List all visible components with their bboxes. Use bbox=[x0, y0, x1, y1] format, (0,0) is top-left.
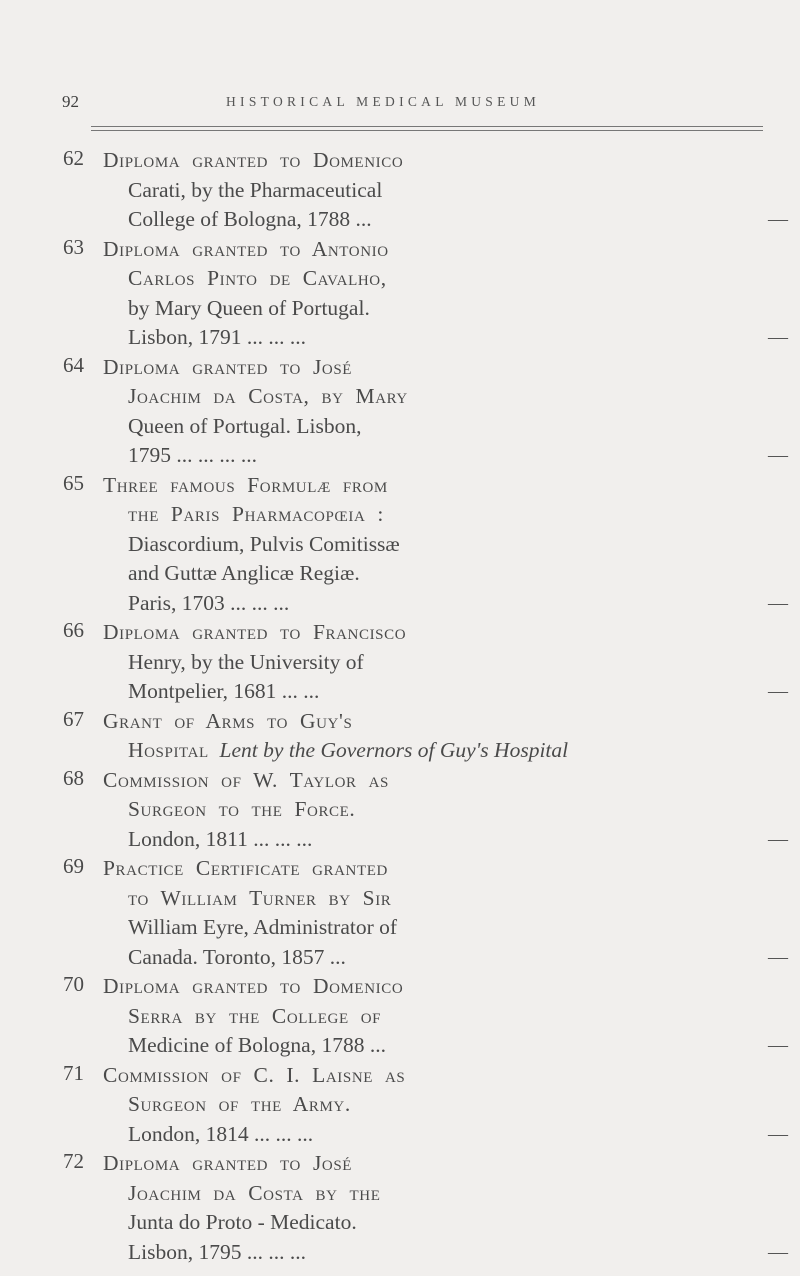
running-title: HISTORICAL MEDICAL MUSEUM bbox=[226, 94, 541, 109]
catalogue-entry bbox=[0, 1061, 800, 1150]
entry-dash: — bbox=[768, 945, 788, 968]
entry-dash: — bbox=[768, 1240, 788, 1263]
entry-dash: — bbox=[768, 680, 788, 702]
entry-number: 69 bbox=[63, 854, 84, 878]
catalogue-entry bbox=[0, 972, 800, 1061]
page-number: 92 bbox=[62, 92, 79, 111]
catalogue-entry bbox=[0, 854, 800, 972]
catalogue-entries bbox=[0, 146, 800, 1267]
entry-number: 72 bbox=[63, 1149, 84, 1173]
entry-number: 68 bbox=[63, 765, 84, 790]
entry-line: Henry, by the University of bbox=[128, 649, 364, 674]
entry-line-last bbox=[128, 323, 788, 353]
entry-number: 65 bbox=[63, 470, 84, 495]
entry-line: Commission of C. I. Laisne as bbox=[103, 1062, 406, 1087]
entry-line: Carati, by the Pharmaceutical bbox=[128, 177, 383, 202]
entry-line-last bbox=[128, 736, 745, 766]
catalogue-entry bbox=[0, 766, 800, 855]
header-rule-thin bbox=[91, 130, 763, 131]
entry-line: Diploma granted to Domenico bbox=[103, 148, 404, 172]
entry-line-text: Canada. Toronto, 1857 ... bbox=[128, 944, 346, 969]
entry-dash: — bbox=[768, 591, 788, 614]
entry-line-last bbox=[128, 589, 788, 619]
entry-line-text: Medicine of Bologna, 1788 ... bbox=[128, 1033, 386, 1057]
entry-dash: — bbox=[768, 208, 788, 230]
entry-line-last bbox=[128, 1031, 788, 1061]
entry-line: Joachim da Costa, by Mary bbox=[128, 384, 408, 408]
entry-dash: — bbox=[768, 827, 788, 850]
entry-line: Surgeon of the Army. bbox=[128, 1092, 351, 1116]
entry-line-text: College of Bologna, 1788 ... bbox=[128, 207, 372, 231]
entry-line-text: Lisbon, 1791 ... ... ... bbox=[128, 325, 306, 349]
catalogue-entry bbox=[0, 1149, 800, 1267]
entry-line-text: Lisbon, 1795 ... ... ... bbox=[128, 1239, 306, 1264]
entry-line: Practice Certificate granted bbox=[103, 856, 388, 880]
entry-number: 66 bbox=[63, 618, 84, 642]
entry-line: Junta do Proto - Medicato. bbox=[128, 1210, 357, 1234]
entry-line: William Eyre, Administrator of bbox=[128, 915, 398, 939]
entry-number: 63 bbox=[63, 234, 84, 259]
catalogue-entry bbox=[0, 353, 800, 471]
entry-number: 71 bbox=[63, 1060, 84, 1085]
entry-line-text: London, 1811 ... ... ... bbox=[128, 826, 313, 851]
entry-line-last bbox=[128, 1120, 788, 1150]
entry-line: Diploma granted to Antonio bbox=[103, 236, 389, 261]
entry-line: Three famous Formulæ from bbox=[103, 472, 388, 497]
entry-line: Surgeon to the Force. bbox=[128, 797, 356, 821]
catalogue-entry bbox=[0, 618, 800, 707]
entry-line: Joachim da Costa by the bbox=[128, 1180, 381, 1205]
entry-line-last bbox=[128, 677, 788, 707]
entry-line: Carlos Pinto de Cavalho, bbox=[128, 266, 387, 290]
entry-number: 70 bbox=[63, 972, 84, 996]
entry-number: 62 bbox=[63, 146, 84, 170]
loan-credit: Lent by the Governors of Guy's Hospital bbox=[219, 738, 569, 762]
entry-line: Diploma granted to José bbox=[103, 1151, 353, 1175]
entry-line-text: London, 1814 ... ... ... bbox=[128, 1121, 314, 1146]
catalogue-entry bbox=[0, 146, 800, 235]
entry-line: Serra by the College of bbox=[128, 1003, 382, 1028]
entry-line-last bbox=[128, 943, 788, 973]
entry-line: Diploma granted to José bbox=[103, 354, 353, 379]
entry-dash: — bbox=[768, 1034, 788, 1056]
entry-dash: — bbox=[768, 326, 788, 348]
entry-line: Diploma granted to Francisco bbox=[103, 620, 407, 644]
entry-line: and Guttæ Anglicæ Regiæ. bbox=[128, 561, 360, 585]
entry-line-last bbox=[128, 825, 788, 855]
entry-number: 67 bbox=[63, 706, 84, 731]
catalogue-entry bbox=[0, 707, 800, 766]
entry-dash: — bbox=[768, 1122, 788, 1145]
entry-line: to William Turner by Sir bbox=[128, 885, 392, 910]
entry-line: Commission of W. Taylor as bbox=[103, 767, 389, 792]
entry-line: by Mary Queen of Portugal. bbox=[128, 295, 370, 320]
entry-line: Diploma granted to Domenico bbox=[103, 974, 404, 998]
entry-line-text: Paris, 1703 ... ... ... bbox=[128, 590, 290, 615]
catalogue-entry bbox=[0, 471, 800, 619]
header-rule bbox=[91, 126, 763, 127]
entry-line: Queen of Portugal. Lisbon, bbox=[128, 413, 362, 438]
entry-line-last bbox=[128, 441, 788, 471]
entry-line-last bbox=[128, 205, 788, 235]
catalogue-entry bbox=[0, 235, 800, 353]
entry-line-text: Montpelier, 1681 ... ... bbox=[128, 679, 320, 703]
entry-dash: — bbox=[768, 444, 788, 466]
entry-line-text: Hospital bbox=[128, 738, 209, 762]
entry-line: Diascordium, Pulvis Comitissæ bbox=[128, 531, 400, 556]
entry-line-text: 1795 ... ... ... ... bbox=[128, 443, 257, 467]
entry-line: the Paris Pharmacopœia : bbox=[128, 502, 384, 526]
page-header bbox=[0, 92, 800, 118]
entry-line-last bbox=[128, 1238, 788, 1268]
entry-line: Grant of Arms to Guy's bbox=[103, 708, 353, 733]
entry-number: 64 bbox=[63, 352, 84, 377]
